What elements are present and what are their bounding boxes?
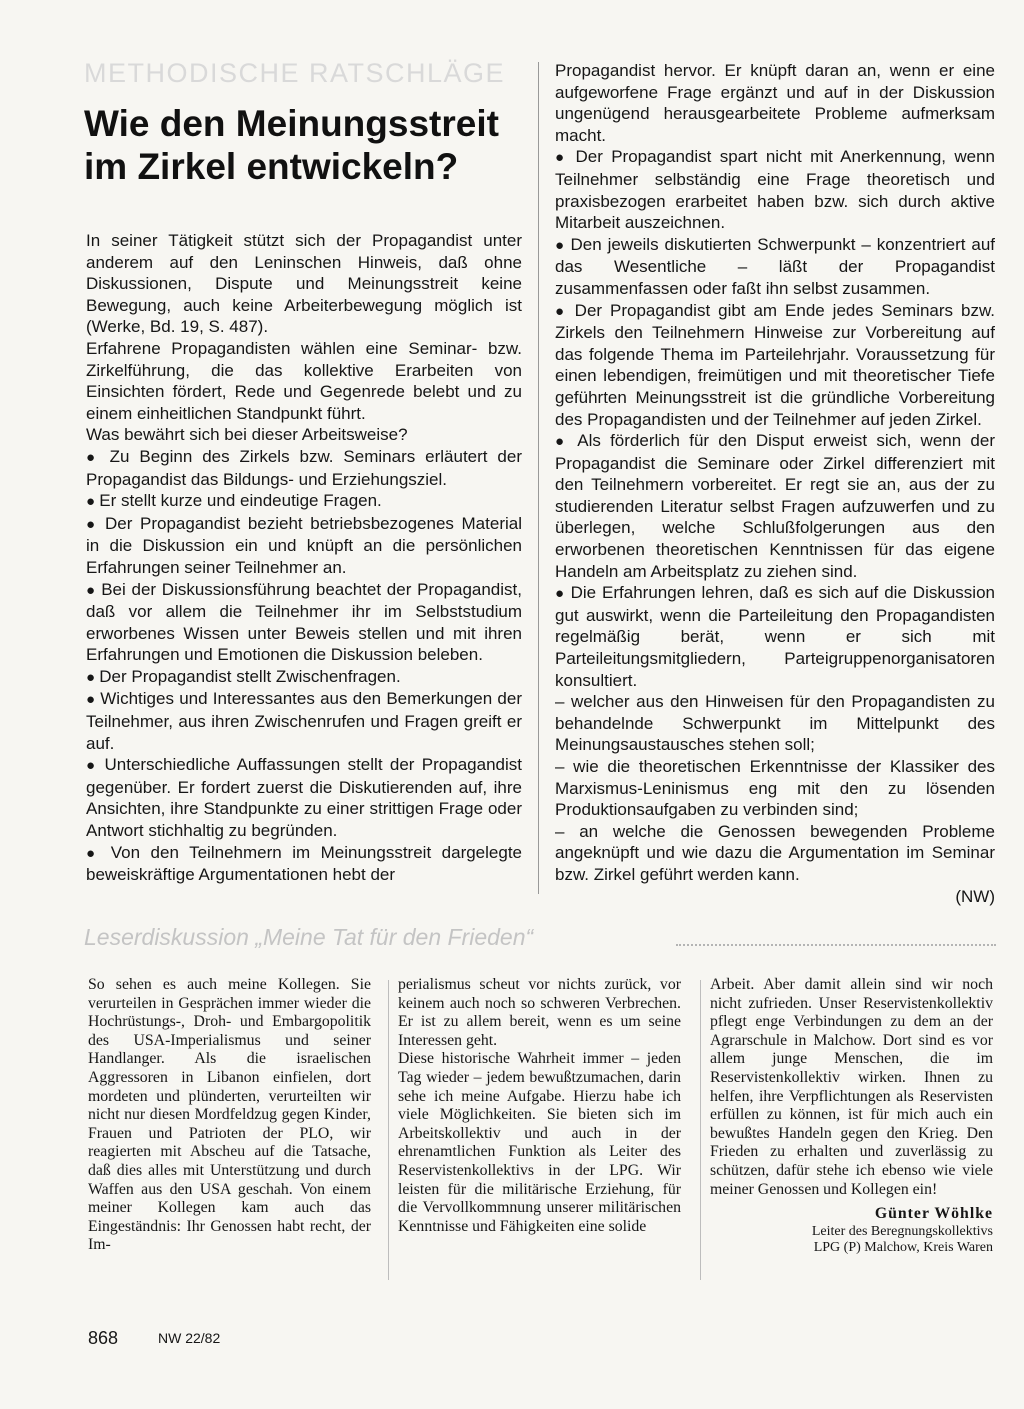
article-author: (NW) [955, 886, 995, 906]
paragraph: – wie die theoretischen Erkenntnisse der Klassiker des Marxismus-Leninismus eng mit den zu lösenden Produktionsaufgaben zu verbinden sind; [555, 757, 995, 820]
letter-column-2 [398, 976, 681, 1236]
paragraph: Arbeit. Aber damit allein sind wir noch nicht zufrieden. Unser Reservistenkollektiv pflegt enge Verbindungen zu dem an der Agrarschule in Malchow. Dort sind es vor allem junge Menschen, die im Reservistenkollektiv wirken. Ihnen zu helfen, ihre Verpflichtungen als Reservisten erfüllen zu können, ist für mich auch ein bewußtes Handeln gegen den Krieg. Den Frieden zu erhalten und zuverlässig zu schützen, dafür stehe ich ebenso wie viele meiner Genossen und Kollegen ein! [710, 976, 993, 1198]
paragraph: ● Der Propagandist spart nicht mit Anerkennung, wenn Teilnehmer selbständig eine Frage theoretisch und praxisbezogen erarbeitet haben bzw. sich durch aktive Mitarbeit auszeichnen. [555, 146, 995, 233]
paragraph: ● Der Propagandist gibt am Ende jedes Seminars bzw. Zirkels den Teilnehmern Hinweise zur Vorbereitung auf das folgende Thema im Parteilehrjahr. Voraussetzung für einen lebendigen, freimütigen und mit theoretischer Tiefe geführten Meinungsstreit ist die gründliche Vorbereitung des Propagandisten und der Teilnehmer auf jeden Zirkel. [555, 300, 995, 431]
paragraph: Diese historische Wahrheit immer – jeden Tag wieder – jedem bewußtzumachen, darin sehe ich meine Aufgabe. Hierzu habe ich viele Möglichkeiten. Sie bieten sich im Arbeitskollektiv und auch in der ehrenamtlichen Funktion als Leiter des Reservistenkollektivs in der LPG. Wir leisten für die militärische Erziehung, für die Vervollkommnung unserer militärischen Kenntnisse und Fähigkeiten eine solide [398, 1050, 681, 1235]
signature-org: LPG (P) Malchow, Kreis Waren [813, 1239, 993, 1255]
article-column-left [86, 230, 522, 886]
paragraph: ● Von den Teilnehmern im Meinungsstreit dargelegte beweiskräftige Argumentationen hebt der [86, 842, 522, 886]
paragraph: Erfahrene Propagandisten wählen eine Seminar- bzw. Zirkelführung, die das kollektive Erarbeiten von Einsichten fördert, Rede und Gegenrede belebt und zu einem einheitlichen Standpunkt führt. [86, 338, 522, 423]
paragraph: – an welche die Genossen bewegenden Probleme angeknüpft und wie dazu die Argumentation im Seminar bzw. Zirkel geführt werden kann. [555, 821, 995, 884]
paragraph: ● Bei der Diskussionsführung beachtet der Propagandist, daß vor allem die Teilnehmer ihr im Selbststudium erworbenes Wissen unter Beweis stellen und mit ihren Erfahrungen und Emotionen die Diskussion beleben. [86, 579, 522, 666]
letter-column-divider [388, 980, 389, 1280]
letters-heading-rule [676, 944, 996, 946]
paragraph: ● Unterschiedliche Auffassungen stellt der Propagandist gegenüber. Er fordert zuerst die Diskutierenden auf, ihre Ansichten, ihre Standpunkte zu einer strittigen Frage oder Antwort stichhaltig zu begründen. [86, 754, 522, 841]
letter-column-divider [700, 980, 701, 1280]
article-kicker: METHODISCHE RATSCHLÄGE [84, 58, 506, 88]
title-line-2: im Zirkel entwickeln? [84, 146, 459, 187]
paragraph: So sehen es auch meine Kollegen. Sie verurteilen in Gesprächen immer wieder die Hochrüstungs-, Droh- und Embargopolitik des USA-Imperialismus und seiner Handlanger. Als die israelischen Aggressoren in Libanon einfielen, dort mordeten und plünderten, verurteilten wir nicht nur diesen Mordfeldzug gegen Kinder, Frauen und Patrioten der PLO, wir reagierten mit Abscheu auf die Tatsache, daß dies alles mit Unterstützung und durch Waffen aus den USA geschah. Von einem meiner Kollegen kam auch das Eingeständnis: Ihr Genossen habt recht, der Im- [88, 976, 371, 1254]
title-line-1: Wie den Meinungsstreit [84, 103, 499, 144]
paragraph: ● Der Propagandist stellt Zwischenfragen. [86, 666, 522, 689]
paragraph: ● Wichtiges und Interessantes aus den Bemerkungen der Teilnehmer, aus ihren Zwischenrufen und Fragen greift er auf. [86, 688, 522, 754]
paragraph: – welcher aus den Hinweisen für den Propagandisten zu behandelnde Schwerpunkt im Mittelpunkt des Meinungsaustausches stehen soll; [555, 692, 995, 755]
paragraph: ● Die Erfahrungen lehren, daß es sich auf die Diskussion gut auswirkt, wenn die Parteileitung den Propagandisten regelmäßig berät, wenn er sich mit Parteileitungsmitgliedern, Parteigruppenorganisatoren konsultiert. [555, 582, 995, 691]
letter-column-3 [710, 976, 993, 1256]
paragraph: In seiner Tätigkeit stützt sich der Propagandist unter anderem auf den Leninschen Hinweis, daß ohne Diskussionen, Dispute und Meinungsstreit keine Bewegung, auch keine Arbeiterbewegung möglich ist (Werke, Bd. 19, S. 487). [86, 231, 522, 337]
signature-name: Günter Wöhlke [874, 1205, 993, 1223]
letters-heading: Leserdiskussion „Meine Tat für den Frieden“ [84, 924, 534, 950]
page-number: 868 [88, 1328, 119, 1348]
letter-column-1 [88, 976, 371, 1255]
paragraph: ● Der Propagandist bezieht betriebsbezogenes Material in die Diskussion ein und knüpft an die persönlichen Erfahrungen seiner Teilnehmer an. [86, 513, 522, 579]
paragraph: Was bewährt sich bei dieser Arbeitsweise? [86, 425, 408, 445]
article-column-right [555, 60, 995, 907]
signature-role: Leiter des Beregnungskollektivs [811, 1223, 993, 1239]
column-divider [538, 62, 539, 894]
paragraph: ● Als förderlich für den Disput erweist sich, wenn der Propagandist die Seminare oder Zirkel differenziert mit den Teilnehmern vorbereitet. Er regt sie an, aus der zu studierenden Literatur selbst Fragen aufzuwerfen und zu überlegen, welche Schlußfolgerungen aus den erworbenen theoretischen Kenntnissen für das eigene Handeln am Arbeitsplatz zu ziehen sind. [555, 430, 995, 582]
issue-label: NW 22/82 [158, 1330, 221, 1346]
paragraph: ● Zu Beginn des Zirkels bzw. Seminars erläutert der Propagandist das Bildungs- und Erziehungsziel. [86, 446, 522, 490]
paragraph: Propagandist hervor. Er knüpft daran an, wenn er eine aufgeworfene Frage ergänzt und auf in der Diskussion ungenügend herausgearbeitete Probleme aufmerksam macht. [555, 61, 995, 145]
paragraph: ● Den jeweils diskutierten Schwerpunkt – konzentriert auf das Wesentliche – läßt der Propagandist zusammenfassen oder faßt ihn selbst zusammen. [555, 234, 995, 300]
paragraph: ● Er stellt kurze und eindeutige Fragen. [86, 490, 522, 513]
article-title [84, 102, 534, 188]
paragraph: perialismus scheut vor nichts zurück, vor keinem auch noch so schweren Verbrechen. Er ist zu allem bereit, wenn es um seine Interessen geht. [398, 976, 681, 1049]
